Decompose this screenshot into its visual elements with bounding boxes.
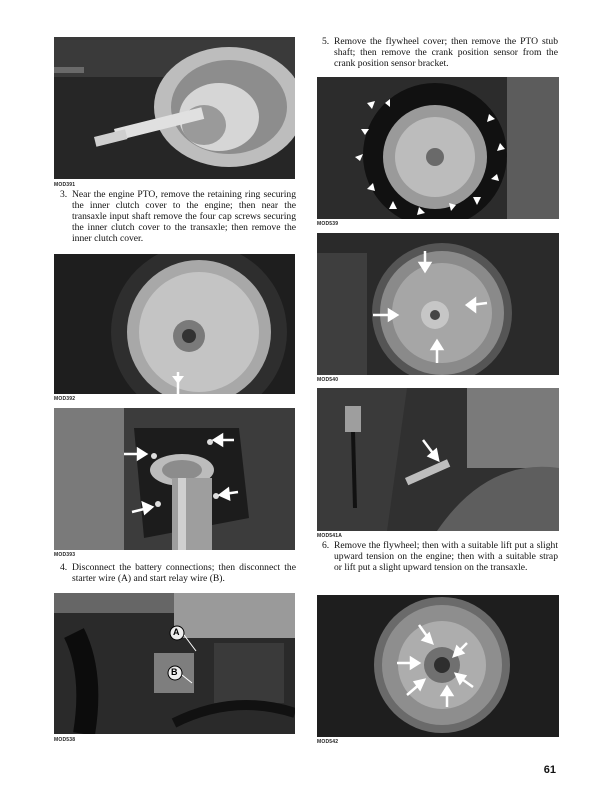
caption-mod392: MOD392 <box>54 396 76 402</box>
photo-starter-wires <box>54 593 295 734</box>
step-3 <box>60 189 296 244</box>
step-3-text: Near the engine PTO, remove the retaining ring securing the inner clutch cover to the engine; then near the transaxle input shaft remove the four cap screws securing the inner clutch cover to the transaxle; then remove the inner clutch cover. <box>72 189 296 244</box>
step-4 <box>60 562 296 584</box>
caption-mod391: MOD391 <box>54 182 76 188</box>
step-6-number: 6. <box>322 540 330 551</box>
step-4-text: Disconnect the battery connections; then disconnect the starter wire (A) and start relay wire (B). <box>72 562 296 584</box>
callout-b: B <box>171 667 178 677</box>
photo-flywheel-cover <box>317 77 559 219</box>
photo-flywheel <box>317 595 559 737</box>
caption-mod541a: MOD541A <box>317 533 343 539</box>
caption-mod540: MOD540 <box>317 377 339 383</box>
photo-crank-position-sensor <box>317 388 559 531</box>
step-5-text: Remove the flywheel cover; then remove the PTO stub shaft; then remove the crank position sensor from the crank position sensor bracket. <box>334 36 558 69</box>
page-number: 61 <box>543 764 556 776</box>
callout-a: A <box>173 627 180 637</box>
photo-clutch-assembly <box>54 37 295 179</box>
photo-transaxle-input-shaft <box>54 408 295 550</box>
caption-mod539: MOD539 <box>317 221 339 227</box>
caption-mod393: MOD393 <box>54 552 76 558</box>
step-5-number: 5. <box>322 36 330 47</box>
step-5 <box>322 36 558 69</box>
step-3-number: 3. <box>60 189 68 200</box>
caption-mod542: MOD542 <box>317 739 339 745</box>
photo-inner-clutch-cover <box>54 254 295 394</box>
caption-mod538: MOD538 <box>54 737 76 743</box>
step-6 <box>322 540 558 573</box>
photo-pto-stub-shaft <box>317 233 559 375</box>
step-4-number: 4. <box>60 562 68 573</box>
step-6-text: Remove the flywheel; then with a suitable lift put a slight upward tension on the engine; then with a suitable strap or lift put a slight upward tension on the transaxle. <box>334 540 558 573</box>
